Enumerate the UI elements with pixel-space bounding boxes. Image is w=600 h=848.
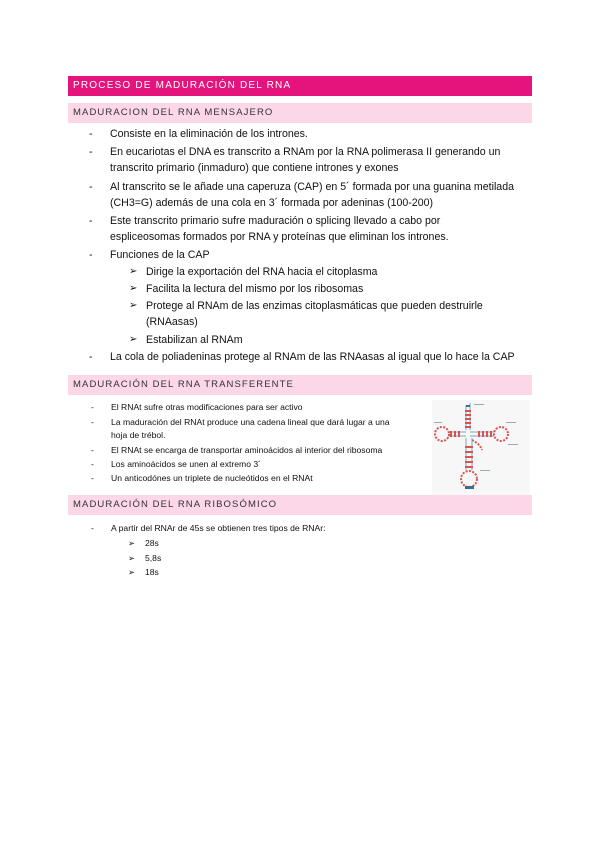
- list-item: El RNAt sufre otras modificaciones para ser activo: [111, 402, 303, 412]
- list-item: En eucariotas el DNA es transcrito a RNAm por la RNA polimerasa II generando un: [110, 146, 501, 158]
- arrow-bullet-icon: ➢: [129, 300, 138, 311]
- page-title: PROCESO DE MADURACIÓN DEL RNA: [68, 76, 532, 96]
- sub-list-item-continuation: (RNAasas): [146, 316, 198, 328]
- bullet-dash: -: [89, 249, 93, 261]
- sub-list-item: 18s: [145, 567, 159, 577]
- bullet-dash: -: [91, 473, 94, 483]
- list-item: A partir del RNAr de 45s se obtienen tres tipos de RNAr:: [111, 523, 326, 533]
- sub-list-item: Dirige la exportación del RNA hacia el citoplasma: [146, 266, 378, 278]
- bullet-dash: -: [91, 402, 94, 412]
- list-item: La maduración del RNAt produce una cadena lineal que dará lugar a una: [111, 417, 390, 427]
- list-item: El RNAt se encarga de transportar aminoácidos al interior del ribosoma: [111, 445, 383, 455]
- bullet-dash: -: [91, 459, 94, 469]
- list-item: Los aminoácidos se unen al extremo 3´: [111, 459, 261, 469]
- section-heading-mensajero: MADURACION DEL RNA MENSAJERO: [68, 103, 532, 123]
- list-item-continuation: (CH3=G) además de una cola en 3´ formada por adeninas (100-200): [110, 197, 434, 209]
- list-item: Al transcrito se le añade una caperuza (CAP) en 5´ formada por una guanina metilada: [110, 181, 514, 193]
- arrow-bullet-icon: ➢: [129, 283, 138, 294]
- arrow-bullet-icon: ➢: [128, 553, 136, 563]
- list-item: Funciones de la CAP: [110, 249, 210, 261]
- sub-list-item: 5,8s: [145, 553, 162, 563]
- bullet-dash: -: [91, 445, 94, 455]
- list-item: Un anticodónes un triplete de nucleótidos en el RNAt: [111, 473, 313, 483]
- sub-list-item: Protege al RNAm de las enzimas citoplasmáticas que pueden destruirle: [146, 300, 483, 312]
- list-item: Consiste en la eliminación de los intrones.: [110, 128, 308, 140]
- bullet-dash: -: [89, 215, 93, 227]
- list-item: La cola de poliadeninas protege al RNAm de las RNAasas al igual que lo hace la CAP: [110, 351, 515, 363]
- list-item-continuation: transcrito primario (inmaduro) que contiene intrones y exones: [110, 162, 399, 174]
- bullet-dash: -: [89, 128, 93, 140]
- trna-cloverleaf-icon: [432, 400, 530, 495]
- arrow-bullet-icon: ➢: [128, 567, 136, 577]
- bullet-dash: -: [89, 181, 93, 193]
- section-heading-transferente: MADURACIÓN DEL RNA TRANSFERENTE: [68, 375, 532, 395]
- sub-list-item: Facilita la lectura del mismo por los ribosomas: [146, 283, 364, 295]
- list-item-continuation: espliceosomas formados por RNA y proteínas que eliminan los intrones.: [110, 231, 449, 243]
- bullet-dash: -: [91, 417, 94, 427]
- bullet-dash: -: [91, 523, 94, 533]
- section-heading-ribosomico: MADURACIÓN DEL RNA RIBOSÓMICO: [68, 495, 532, 515]
- arrow-bullet-icon: ➢: [128, 538, 136, 548]
- list-item-continuation: hoja de trébol.: [111, 430, 166, 440]
- arrow-bullet-icon: ➢: [129, 266, 138, 277]
- bullet-dash: -: [89, 351, 93, 363]
- bullet-dash: -: [89, 146, 93, 158]
- sub-list-item: Estabilizan al RNAm: [146, 334, 243, 346]
- sub-list-item: 28s: [145, 538, 159, 548]
- list-item: Este transcrito primario sufre maduración o splicing llevado a cabo por: [110, 215, 441, 227]
- arrow-bullet-icon: ➢: [129, 334, 138, 345]
